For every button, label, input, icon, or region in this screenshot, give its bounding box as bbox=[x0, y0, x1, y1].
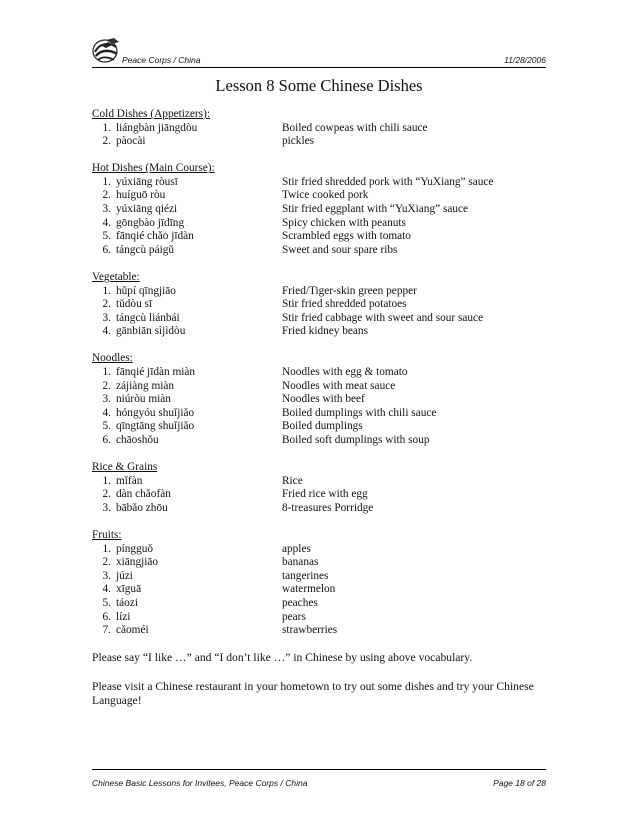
item-english: Fried rice with egg bbox=[282, 488, 368, 501]
dish-item bbox=[92, 298, 546, 312]
dish-item bbox=[92, 543, 546, 557]
dish-section bbox=[92, 162, 546, 257]
dish-item bbox=[92, 366, 546, 380]
item-number: 3. bbox=[102, 569, 111, 582]
item-number: 1. bbox=[102, 474, 111, 487]
item-number: 4. bbox=[102, 583, 111, 596]
item-english: Fried kidney beans bbox=[282, 325, 368, 338]
dish-item bbox=[92, 488, 546, 502]
dish-item bbox=[92, 217, 546, 231]
item-english: Scrambled eggs with tomato bbox=[282, 230, 411, 243]
item-english: Noodles with egg & tomato bbox=[282, 366, 408, 378]
item-number: 4. bbox=[102, 325, 111, 338]
item-pinyin: mǐfàn bbox=[116, 474, 143, 487]
item-number: 2. bbox=[102, 189, 111, 202]
item-pinyin: chāoshǒu bbox=[116, 433, 159, 446]
header-org: Peace Corps / China bbox=[122, 55, 201, 65]
item-number: 1. bbox=[102, 121, 111, 134]
item-number: 4. bbox=[102, 216, 111, 229]
item-english: Boiled dumplings bbox=[282, 420, 363, 433]
footer-page-number: Page 18 of 28 bbox=[493, 778, 546, 788]
dish-item bbox=[92, 176, 546, 190]
item-english: Rice bbox=[282, 474, 303, 487]
item-english: peaches bbox=[282, 596, 318, 609]
item-number: 3. bbox=[102, 393, 111, 406]
item-number: 1. bbox=[102, 175, 111, 188]
item-pinyin: tángcù liánbái bbox=[116, 311, 180, 324]
item-english: pickles bbox=[282, 135, 314, 148]
item-number: 2. bbox=[102, 135, 111, 148]
item-pinyin: júzi bbox=[116, 569, 133, 582]
item-english: Stir fried cabbage with sweet and sour sauce bbox=[282, 311, 484, 324]
item-number: 6. bbox=[102, 610, 111, 623]
item-english: Boiled soft dumplings with soup bbox=[282, 433, 430, 446]
item-pinyin: fānqié jīdàn miàn bbox=[116, 366, 196, 378]
item-pinyin: tángcù páigǔ bbox=[116, 243, 175, 256]
item-english: Boiled cowpeas with chili sauce bbox=[282, 121, 428, 134]
item-pinyin: táozi bbox=[116, 596, 138, 609]
dish-section bbox=[92, 352, 546, 447]
dish-section bbox=[92, 108, 546, 149]
dish-item bbox=[92, 583, 546, 597]
item-english: watermelon bbox=[282, 583, 336, 596]
item-pinyin: yúxiāng ròusī bbox=[116, 175, 178, 188]
item-english: Noodles with meat sauce bbox=[282, 379, 396, 392]
item-pinyin: qīngtāng shuǐjiǎo bbox=[116, 420, 195, 433]
dish-item bbox=[92, 475, 546, 489]
dish-item bbox=[92, 203, 546, 217]
item-number: 1. bbox=[102, 542, 111, 555]
item-pinyin: bābǎo zhōu bbox=[116, 501, 168, 514]
item-pinyin: fānqié chǎo jīdàn bbox=[116, 230, 194, 243]
footer-divider bbox=[92, 769, 546, 770]
item-number: 6. bbox=[102, 433, 111, 446]
item-pinyin: xīguā bbox=[116, 583, 142, 596]
item-number: 2. bbox=[102, 488, 111, 501]
item-pinyin: hóngyóu shuǐjiǎo bbox=[116, 406, 195, 419]
section-title: Rice & Grains bbox=[92, 461, 158, 474]
peace-corps-logo bbox=[92, 36, 126, 66]
dish-item bbox=[92, 597, 546, 611]
item-number: 2. bbox=[102, 556, 111, 569]
instruction-note: Please say “I like …” and “I don’t like …” in Chinese by using above vocabulary. bbox=[92, 651, 473, 665]
page-title: Lesson 8 Some Chinese Dishes bbox=[215, 76, 423, 95]
item-number: 3. bbox=[102, 311, 111, 324]
dish-item bbox=[92, 325, 546, 339]
page-header bbox=[92, 36, 546, 68]
dish-section bbox=[92, 271, 546, 339]
dish-item bbox=[92, 393, 546, 407]
footer-left: Chinese Basic Lessons for Invitees, Peace Corps / China bbox=[92, 778, 308, 788]
item-pinyin: cǎoméi bbox=[116, 624, 149, 637]
item-number: 7. bbox=[102, 624, 111, 637]
item-english: strawberries bbox=[282, 624, 338, 637]
item-pinyin: gānbiān sìjìdòu bbox=[116, 325, 186, 338]
dish-section bbox=[92, 529, 546, 638]
instruction-note: Please visit a Chinese restaurant in your hometown to try out some dishes and try your Chinese Language! bbox=[92, 679, 534, 708]
item-english: Sweet and sour spare ribs bbox=[282, 243, 398, 256]
dish-item bbox=[92, 434, 546, 448]
header-divider bbox=[92, 67, 546, 68]
item-english: pears bbox=[282, 610, 306, 623]
dish-item bbox=[92, 556, 546, 570]
item-pinyin: lízi bbox=[116, 610, 131, 623]
item-english: tangerines bbox=[282, 569, 329, 582]
dish-item bbox=[92, 502, 546, 516]
item-pinyin: tǔdòu sī bbox=[116, 298, 153, 311]
header-date: 11/28/2006 bbox=[504, 55, 546, 65]
item-number: 5. bbox=[102, 420, 111, 433]
item-english: apples bbox=[282, 542, 311, 555]
item-number: 4. bbox=[102, 406, 111, 419]
item-english: Fried/Tiger-skin green pepper bbox=[282, 284, 417, 297]
dish-item bbox=[92, 285, 546, 299]
section-title: Hot Dishes (Main Course): bbox=[92, 162, 215, 175]
dish-item bbox=[92, 624, 546, 638]
dish-item bbox=[92, 611, 546, 625]
item-english: Stir fried eggplant with “YuXiang” sauce bbox=[282, 203, 469, 216]
item-number: 3. bbox=[102, 203, 111, 216]
item-pinyin: hǔpí qīngjiāo bbox=[116, 284, 176, 297]
item-number: 2. bbox=[102, 298, 111, 311]
lesson-content bbox=[92, 108, 546, 709]
item-english: 8-treasures Porridge bbox=[282, 501, 374, 514]
item-english: Noodles with beef bbox=[282, 393, 365, 406]
section-title: Fruits: bbox=[92, 528, 122, 541]
item-english: Boiled dumplings with chili sauce bbox=[282, 406, 437, 419]
dish-item bbox=[92, 230, 546, 244]
item-number: 6. bbox=[102, 243, 111, 256]
item-number: 2. bbox=[102, 379, 111, 392]
dish-item bbox=[92, 244, 546, 258]
item-pinyin: huíguō ròu bbox=[116, 189, 166, 202]
item-english: bananas bbox=[282, 556, 319, 569]
item-number: 5. bbox=[102, 596, 111, 609]
item-pinyin: gōngbào jīdīng bbox=[116, 216, 185, 229]
dish-section bbox=[92, 461, 546, 515]
item-pinyin: xiāngjiāo bbox=[116, 556, 159, 569]
item-english: Stir fried shredded potatoes bbox=[282, 298, 407, 311]
item-number: 1. bbox=[102, 366, 111, 378]
dish-item bbox=[92, 570, 546, 584]
dish-item bbox=[92, 420, 546, 434]
item-pinyin: liángbàn jiāngdòu bbox=[116, 121, 198, 134]
item-number: 5. bbox=[102, 230, 111, 243]
dish-item bbox=[92, 135, 546, 149]
item-number: 3. bbox=[102, 501, 111, 514]
dish-item bbox=[92, 312, 546, 326]
item-pinyin: pàocài bbox=[116, 135, 146, 148]
item-pinyin: niúròu miàn bbox=[116, 393, 171, 406]
section-title: Vegetable: bbox=[92, 270, 140, 283]
item-pinyin: píngguǒ bbox=[116, 542, 154, 555]
dish-item bbox=[92, 122, 546, 136]
dish-item bbox=[92, 380, 546, 394]
item-english: Stir fried shredded pork with “YuXiang” sauce bbox=[282, 175, 494, 188]
section-title: Noodles: bbox=[92, 352, 133, 365]
item-number: 1. bbox=[102, 284, 111, 297]
item-pinyin: yúxiāng qiézi bbox=[116, 203, 178, 216]
dish-item bbox=[92, 189, 546, 203]
item-pinyin: dàn chǎofàn bbox=[116, 488, 171, 501]
item-pinyin: zájiàng miàn bbox=[116, 379, 175, 392]
section-title: Cold Dishes (Appetizers): bbox=[92, 108, 210, 120]
item-english: Spicy chicken with peanuts bbox=[282, 216, 406, 229]
item-english: Twice cooked pork bbox=[282, 189, 369, 202]
dish-item bbox=[92, 407, 546, 421]
